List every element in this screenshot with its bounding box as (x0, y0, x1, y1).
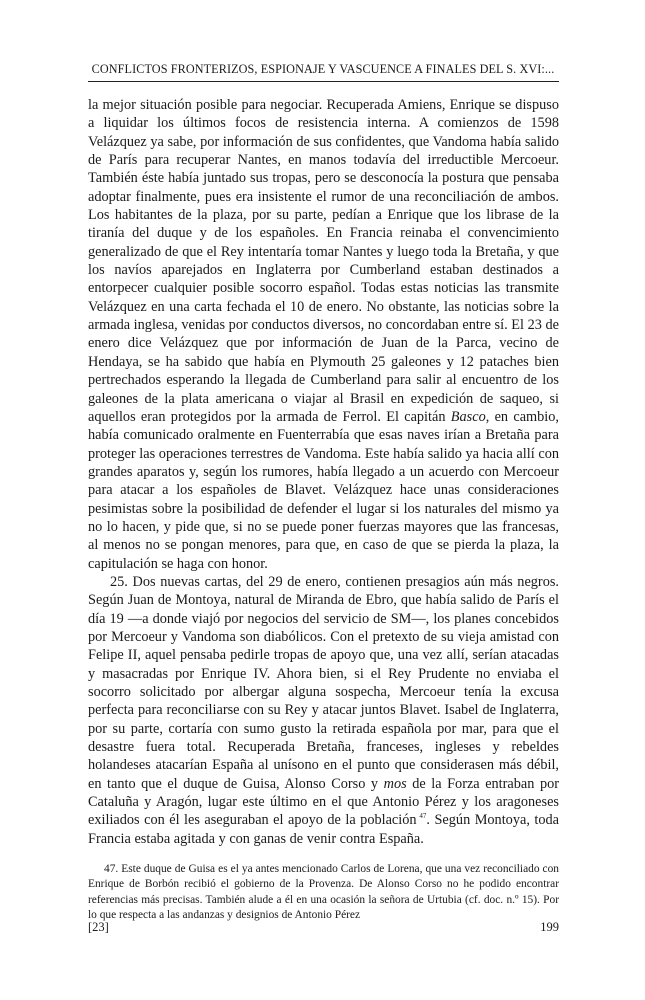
folio-left: [23] (88, 920, 109, 934)
text-run: de la Forza entraban por Cataluña y Aragón, lugar este último en el que Antonio Pérez y los aragoneses exiliados con él les aseguraban el apoyo de la población (88, 775, 560, 829)
italic-run: mos (383, 775, 407, 792)
text-run: . Según Montoya, toda Francia estaba agitada y con ganas de venir contra España. (88, 812, 559, 847)
footnotes (88, 862, 559, 923)
page-number: 199 (540, 920, 559, 934)
footnote-reference[interactable]: 47 (419, 812, 427, 821)
italic-run: Basco (450, 408, 486, 425)
text-run: 25. Dos nuevas cartas, del 29 de enero, contienen presagios aún más negros. Según Juan de Montoya, natural de Miranda de Ebro, que había salido de París el día 19 —a donde viajó por negocios del servicio de SM—, los planes concebidos por Mercoeur y Vandoma son diabólicos. Con el pretexto de su vieja amistad con Felipe II, aquel pensaba pedirle tropas de apoyo que, una vez allí, serían atacadas y masacradas por Enrique IV. Ahora bien, si el Rey Prudente no enviaba el socorro solicitado por albergar alguna sospecha, Mercoeur tenía la excusa perfecta para reconciliarse con su Rey y atacar juntos Blavet. Isabel de Inglaterra, por su parte, cortaría con sumo gusto la retirada española por mar, para que el desastre fuera total. Recuperada Bretaña, franceses, ingleses y rebeldes holandeses atacarían España al unísono en el punto que considerasen más débil, en tanto que el duque de Guisa, Alonso Corso y (88, 573, 559, 792)
main-text (88, 96, 559, 848)
paragraph (88, 96, 559, 573)
footnote-47: 47. Este duque de Guisa es el ya antes mencionado Carlos de Lorena, que una vez reconciliado con Enrique de Borbón recibió el gobierno de la Provenza. De Alonso Corso no he podido encontrar referencias más precisas. También alude a él en una ocasión la señora de Urtubia (cf. doc. n.º 15). Por lo que respecta a las andanzas y designios de Antonio Pérez (88, 863, 559, 921)
text-run: la mejor situación posible para negociar. Recuperada Amiens, Enrique se dispuso a liquidar los últimos focos de resistencia interna. A comienzos de 1598 Velázquez ya sabe, por información de sus confidentes, que Vandoma había salido de París para recuperar Nantes, en manos todavía del irreductible Mercoeur. También éste había juntado sus tropas, pero se desconocía la postura que pensaba adoptar finalmente, pues era insistente el rumor de una reconciliación de ambos. Los habitantes de la plaza, por su parte, pedían a Enrique que los librase de la tiranía del duque y de los españoles. En Francia reinaba el convencimiento generalizado de que el Rey intentaría tomar Nantes y luego toda la Bretaña, y que los navíos aparejados en Inglaterra por Cumberland estaban destinados a entorpecer cualquier posible socorro español. Todas estas noticias las transmite Velázquez en una carta fechada el 10 de enero. No obstante, las noticias sobre la armada inglesa, venidas por conductos diversos, no concordaban entre sí. El 23 de enero dice Velázquez que por información de Juan de la Parca, vecino de Hendaya, se ha sabido que había en Plymouth 25 galeones y 12 pataches bien pertrechados esperando la llegada de Cumberland para salir al encuentro de los galeones de la plata americana o viajar al Brasil en expedición de saqueo, si aquellos eran protegidos por la armada de Ferrol. El capitán (88, 97, 559, 425)
paragraph (88, 573, 559, 848)
header-rule (88, 81, 559, 82)
running-header: CONFLICTOS FRONTERIZOS, ESPIONAJE Y VASCUENCE A FINALES DEL S. XVI:... (91, 62, 555, 76)
text-run: , en cambio, había comunicado oralmente en Fuenterrabía que esas naves irían a Bretaña para proteger las operaciones terrestres de Vandoma. Este había salido ya hacia allí con grandes aparatos y, según los rumores, había llegado a un acuerdo con Mercoeur para atacar a los españoles de Blavet. Velázquez hace unas consideraciones pesimistas sobre la posibilidad de defender el lugar si los naturales del mismo ya no lo hacen, y pide que, si no se puede poner fuerzas mayores que las francesas, al menos no se pongan menores, para que, en caso de que se pierda la plaza, la capitulación se haga con honor. (88, 408, 560, 572)
